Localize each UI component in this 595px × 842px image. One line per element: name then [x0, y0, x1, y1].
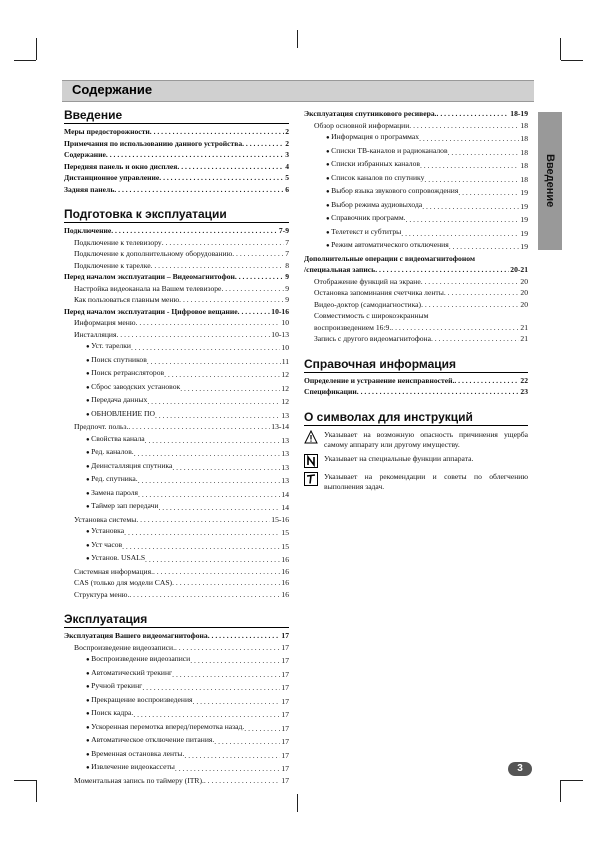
side-tab-label: Введение — [544, 154, 556, 208]
toc-entry[interactable]: Видео-доктор (самодиагностика) . . . 20 — [304, 299, 528, 311]
toc-entry[interactable]: ● Поиск кадра. . . . 17 — [64, 707, 289, 721]
toc-entry[interactable]: Настройка видеоканала на Вашем телевизоре . . . 9 — [64, 283, 289, 295]
toc-entry[interactable]: ● Извлечение видеокассеты . . . 17 — [64, 761, 289, 775]
toc-entry[interactable]: Эксплуатация спутникового ресивера. . . . 18-19 — [304, 108, 528, 120]
toc-entry[interactable]: ● Список каналов по спутнику . . . 18 — [304, 172, 528, 186]
symbol-description: Указывает на рекомендации и советы по облегчению выполнения задач. — [324, 471, 528, 491]
page-number-badge: 3 — [508, 762, 532, 776]
toc-entry[interactable]: ● Выбор языка звукового сопровождения . . . 19 — [304, 185, 528, 199]
crop-mark — [36, 38, 37, 60]
toc-entry[interactable]: Подключение . . . 7-9 — [64, 225, 289, 237]
crop-mark — [560, 780, 561, 802]
toc-entry[interactable]: Перед началом эксплуатации - Цифровое вещание . . . 10-16 — [64, 306, 289, 318]
toc-entry[interactable]: Перед началом эксплуатации – Видеомагнитофон . . . 9 — [64, 271, 289, 283]
toc-entry[interactable]: ● Телетекст и субтитры . . . 19 — [304, 226, 528, 240]
section-side-tab — [538, 112, 562, 250]
toc-entry[interactable]: Задняя панель . . . 6 — [64, 184, 289, 196]
toc-entry[interactable]: ● Поиск ретрансляторов . . . 12 — [64, 367, 289, 381]
toc-entry[interactable]: Меры предосторожности . . . 2 — [64, 126, 289, 138]
contents-banner — [62, 80, 534, 102]
toc-entry[interactable]: ● Информация о программах . . . 18 — [304, 131, 528, 145]
toc-entry[interactable]: Остановка запоминания счетчика ленты . . . 20 — [304, 287, 528, 299]
toc-entry[interactable]: Отображение функций на экране . . . 20 — [304, 276, 528, 288]
toc-entry[interactable]: Воспроизведение видеозаписи. . . . 17 — [64, 642, 289, 654]
crop-mark — [561, 780, 583, 781]
toc-entry[interactable]: Дистанционное управление . . . 5 — [64, 172, 289, 184]
symbol-item-warning — [304, 430, 528, 450]
toc-entry[interactable]: ● Установ. USALS . . . 16 — [64, 552, 289, 566]
toc-entry[interactable]: Подключение к телевизору . . . 7 — [64, 237, 289, 249]
toc-entry[interactable]: Определение и устранение неисправностей. . . . 22 — [304, 375, 528, 387]
toc-entry[interactable]: ● Установка . . . 15 — [64, 525, 289, 539]
toc-entry[interactable]: Моментальная запись по таймеру (ITR). . . . 17 — [64, 775, 289, 787]
note-n-icon — [304, 454, 318, 468]
warning-triangle-icon — [304, 430, 318, 444]
toc-entry[interactable]: Подключение к тарелке . . . 8 — [64, 260, 289, 272]
toc-entry-line[interactable]: Дополнительные операции с видеомагнитофоном — [304, 253, 476, 263]
section-heading-introduction: Введение — [64, 108, 289, 124]
crop-mark — [561, 60, 583, 61]
toc-entry[interactable]: ● Прекращение воспроизведения . . . 17 — [64, 694, 289, 708]
section-heading-preparation: Подготовка к эксплуатации — [64, 207, 289, 223]
toc-entry[interactable]: ● Ред. каналов. . . . 13 — [64, 446, 289, 460]
page-title: Содержание — [72, 82, 153, 97]
toc-entry[interactable]: ● Ручной трекинг . . . 17 — [64, 680, 289, 694]
toc-entry[interactable]: Подключение к дополнительному оборудованию . . . 7 — [64, 248, 289, 260]
toc-entry[interactable]: Обзор основной информации . . . 18 — [304, 120, 528, 132]
crop-mark — [297, 30, 298, 48]
section-heading-reference: Справочная информация — [304, 357, 528, 373]
section-heading-symbols: О символах для инструкций — [304, 410, 528, 426]
section-heading-operation: Эксплуатация — [64, 612, 289, 628]
toc-entry[interactable]: Инсталляция . . . 10-13 — [64, 329, 289, 341]
toc-entry[interactable]: ● Временная остановка ленты. . . . 17 — [64, 748, 289, 762]
toc-entry[interactable]: Запись с другого видеомагнитофона . . . 21 — [304, 333, 528, 345]
toc-entry[interactable]: Как пользоваться главным меню . . . 9 — [64, 294, 289, 306]
toc-entry[interactable]: воспроизведением 16:9. . . . 21 — [304, 322, 528, 334]
toc-entry[interactable]: ● Автоматическое отключение питания. . . . 17 — [64, 734, 289, 748]
crop-mark — [560, 38, 561, 60]
toc-entry[interactable]: ● Таймер зап передачи . . . 14 — [64, 500, 289, 514]
toc-entry[interactable]: /специальная запись . . . 20-21 — [304, 264, 528, 276]
toc-entry[interactable]: ● Ред. спутника. . . . 13 — [64, 473, 289, 487]
crop-mark — [297, 794, 298, 812]
toc-entry[interactable]: Установка системы . . . 15-16 — [64, 514, 289, 526]
toc-entry[interactable]: Информация меню . . . 10 — [64, 317, 289, 329]
toc-entry[interactable]: ● Деинсталляция спутника . . . 13 — [64, 460, 289, 474]
toc-entry[interactable]: Эксплуатация Вашего видеомагнитофона . . . 17 — [64, 630, 289, 642]
toc-entry[interactable]: ● Поиск спутников . . . 11 — [64, 354, 289, 368]
toc-entry[interactable]: ● Свойства канала . . . 13 — [64, 433, 289, 447]
toc-entry[interactable]: ● Ускоренная перемотка вперед/перемотка назад. . . . 17 — [64, 721, 289, 735]
symbol-item-note — [304, 454, 528, 468]
symbol-item-tip — [304, 472, 528, 492]
crop-mark — [14, 60, 36, 61]
toc-entry[interactable]: ● Справочник программ. . . . 19 — [304, 212, 528, 226]
toc-entry[interactable]: Системная информация. . . . 16 — [64, 566, 289, 578]
toc-entry[interactable]: ● Автоматический трекинг . . . 17 — [64, 667, 289, 681]
toc-entry[interactable]: ● Списки избранных каналов . . . 18 — [304, 158, 528, 172]
toc-right-column — [304, 108, 528, 492]
toc-entry[interactable]: ● Замена пароля . . . 14 — [64, 487, 289, 501]
toc-entry[interactable]: ● ОБНОВЛЕНИЕ ПО . . . 13 — [64, 408, 289, 422]
toc-entry[interactable]: ● Режим автоматического отключения . . . 19 — [304, 239, 528, 253]
toc-entry[interactable]: ● Воспроизведение видеозаписи . . . 17 — [64, 653, 289, 667]
toc-entry[interactable]: ● Передача данных . . . 12 — [64, 394, 289, 408]
toc-left-column — [64, 108, 289, 786]
symbol-description: Указывает на возможную опасность причинения ущерба самому аппарату или другому имуществу. — [324, 429, 528, 449]
toc-entry[interactable]: Спецификации . . . 23 — [304, 386, 528, 398]
toc-entry[interactable]: Предпочт. польз. . . . 13-14 — [64, 421, 289, 433]
crop-mark — [36, 780, 37, 802]
toc-entry[interactable]: Примечания по использованию данного устройства . . . 2 — [64, 138, 289, 150]
tip-t-icon — [304, 472, 318, 486]
toc-entry[interactable]: Структура меню. . . . 16 — [64, 589, 289, 601]
toc-entry[interactable]: ● Сброс заводских установок . . . 12 — [64, 381, 289, 395]
toc-entry[interactable]: ● Уст часов . . . 15 — [64, 539, 289, 553]
symbol-description: Указывает на специальные функции аппарата. — [324, 453, 474, 463]
toc-entry[interactable]: Передняя панель и окно дисплея . . . 4 — [64, 161, 289, 173]
toc-entry[interactable]: ● Выбор режима аудиовыхода . . . 19 — [304, 199, 528, 213]
crop-mark — [14, 780, 36, 781]
toc-entry[interactable]: CAS (только для модели CAS) . . . 16 — [64, 577, 289, 589]
toc-entry[interactable]: Содержание . . . 3 — [64, 149, 289, 161]
toc-entry-line[interactable]: Совместимость с широкоэкранным — [314, 311, 429, 320]
toc-entry[interactable]: ● Списки ТВ-каналов и радиоканалов . . . 18 — [304, 145, 528, 159]
toc-entry[interactable]: ● Уст. тарелки . . . 10 — [64, 340, 289, 354]
